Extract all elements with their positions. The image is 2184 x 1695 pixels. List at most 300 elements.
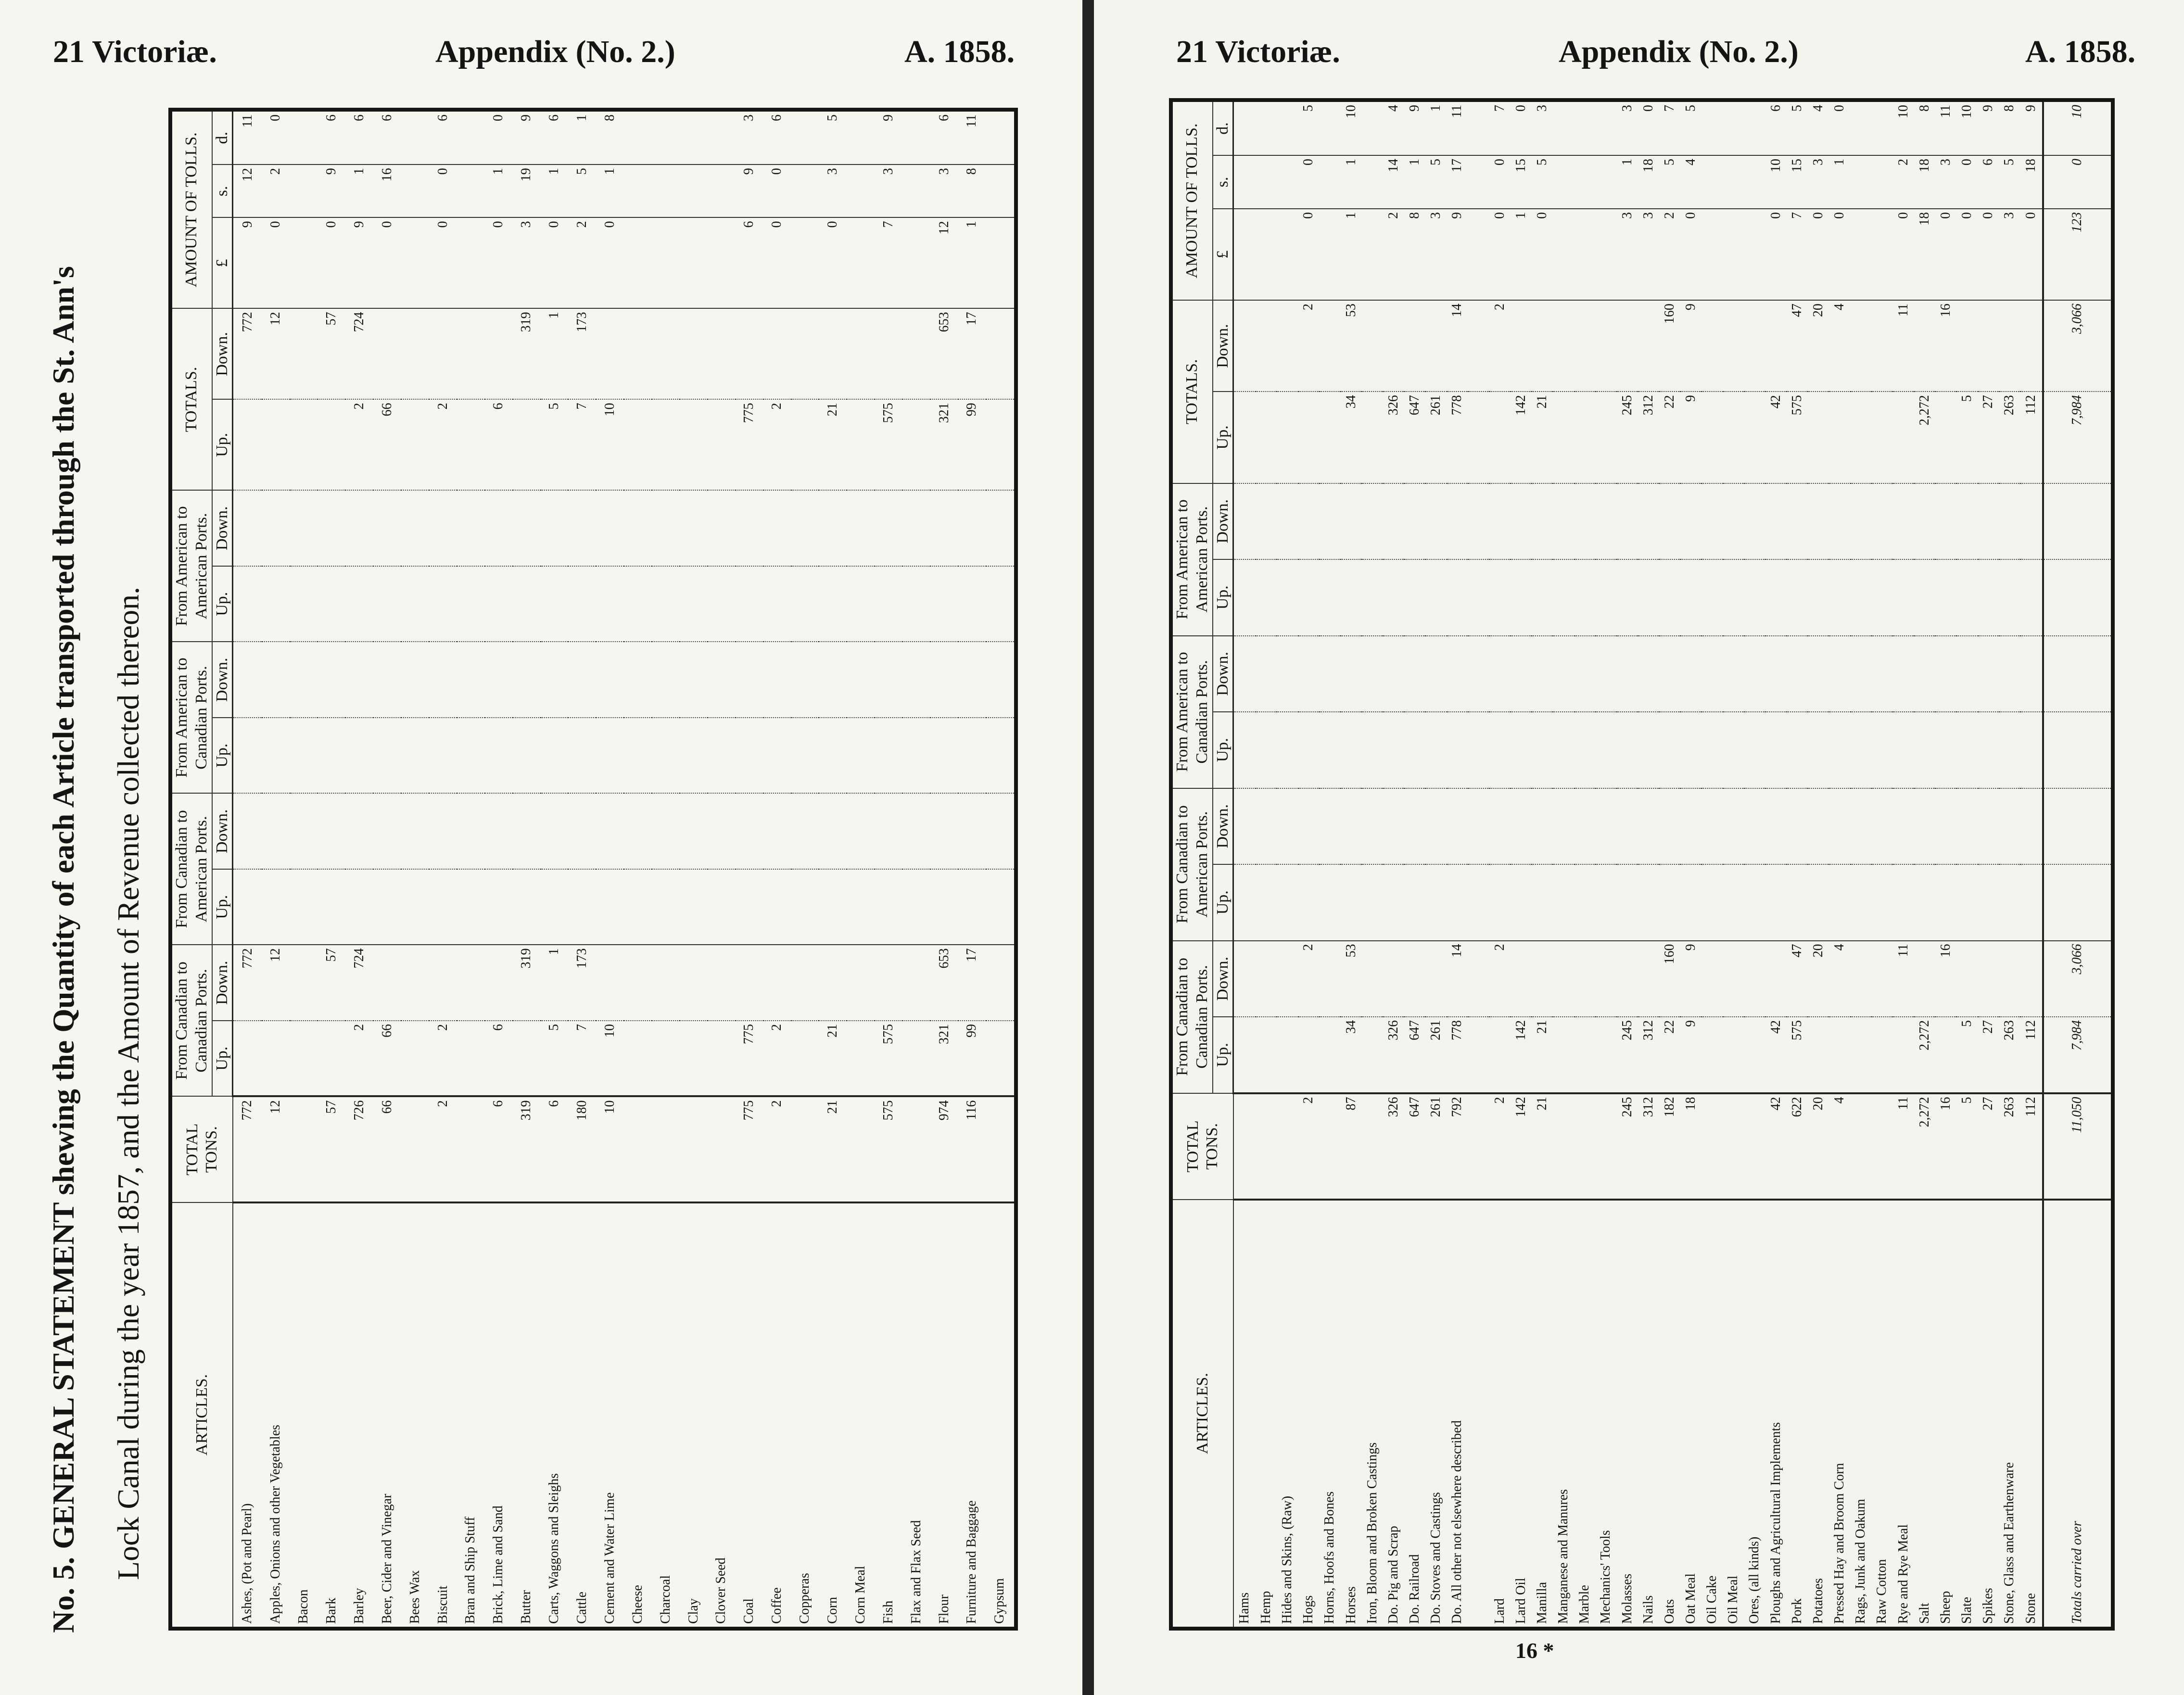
tolls-shillings bbox=[457, 164, 485, 217]
ca-down bbox=[1851, 788, 1872, 865]
cc-down bbox=[1596, 941, 1617, 1017]
ca-down bbox=[1808, 788, 1829, 865]
article-name: Biscuit bbox=[429, 1202, 457, 1627]
aa-down bbox=[1851, 483, 1872, 560]
cc-up: 21 bbox=[1532, 1017, 1553, 1093]
tolls-pence: 10 bbox=[2043, 102, 2111, 155]
ca-up bbox=[1701, 864, 1723, 941]
totals-down bbox=[1362, 300, 1383, 392]
total-tons bbox=[847, 1097, 875, 1203]
cc-up: 647 bbox=[1404, 1017, 1425, 1093]
aa-up bbox=[763, 566, 791, 642]
cc-up bbox=[1893, 1017, 1914, 1093]
cc-down bbox=[485, 945, 513, 1021]
tolls-pounds: 0 bbox=[262, 218, 290, 309]
ca-down bbox=[373, 794, 401, 870]
aa-up bbox=[1872, 559, 1893, 636]
aa-up bbox=[345, 566, 373, 642]
totals-down bbox=[1617, 300, 1638, 392]
tolls-pounds: 8 bbox=[1404, 209, 1425, 300]
totals-up bbox=[457, 400, 485, 491]
tolls-pence: 6 bbox=[1768, 105, 1783, 112]
totals-down: 20 bbox=[1808, 300, 1829, 392]
table-row bbox=[1956, 102, 1978, 1627]
aa-down bbox=[875, 491, 902, 567]
ac-down bbox=[1404, 636, 1425, 712]
ac-up bbox=[958, 718, 986, 794]
article-name: Coal bbox=[736, 1202, 763, 1627]
totals-down: 319 bbox=[513, 309, 541, 400]
total-tons bbox=[1872, 1093, 1893, 1200]
ac-up bbox=[541, 718, 569, 794]
cc-up: 5 bbox=[541, 1021, 569, 1097]
aa-up bbox=[1999, 559, 2020, 636]
ca-up bbox=[1914, 864, 1935, 941]
totals-up: 66 bbox=[373, 400, 401, 491]
totals-up bbox=[317, 400, 345, 491]
aa-up bbox=[847, 566, 875, 642]
tolls-shillings bbox=[290, 164, 318, 217]
totals-down bbox=[596, 309, 624, 400]
aa-up bbox=[541, 566, 569, 642]
ca-down bbox=[2043, 788, 2111, 865]
totals-up bbox=[1872, 392, 1893, 483]
ac-down bbox=[986, 642, 1014, 718]
aa-down bbox=[1978, 483, 1999, 560]
tolls-pounds: 0 bbox=[1978, 209, 1999, 300]
article-name: Ores, (all kinds) bbox=[1744, 1200, 1765, 1627]
cc-down bbox=[1532, 941, 1553, 1017]
tolls-pence: 11 bbox=[964, 114, 979, 127]
tolls-shillings bbox=[1277, 155, 1298, 209]
aa-down bbox=[1341, 483, 1362, 560]
table-row bbox=[986, 112, 1014, 1627]
ca-down bbox=[1256, 788, 1277, 865]
article-name: Do. All other not elsewhere described bbox=[1447, 1200, 1468, 1627]
totals-up: 112 bbox=[2020, 392, 2043, 483]
ca-up bbox=[485, 869, 513, 945]
tolls-pounds: 1 bbox=[1511, 209, 1532, 300]
article-name: Iron, Bloom and Broken Castings bbox=[1362, 1200, 1383, 1627]
total-tons bbox=[401, 1097, 429, 1203]
header-articles: ARTICLES. bbox=[172, 1202, 233, 1627]
tolls-pence: 0 bbox=[1640, 105, 1656, 112]
aa-up bbox=[1233, 559, 1256, 636]
table-row bbox=[1489, 102, 1511, 1627]
aa-down bbox=[2020, 483, 2043, 560]
cc-down bbox=[1956, 941, 1978, 1017]
ac-down bbox=[1532, 636, 1553, 712]
ca-down bbox=[1829, 788, 1850, 865]
aa-up bbox=[457, 566, 485, 642]
cc-up: 575 bbox=[1787, 1017, 1808, 1093]
cc-up bbox=[1468, 1017, 1489, 1093]
ac-down bbox=[1765, 636, 1787, 712]
tolls-pence: 9 bbox=[519, 114, 534, 121]
aa-down bbox=[986, 491, 1014, 567]
ca-up bbox=[819, 869, 847, 945]
ca-down bbox=[1638, 788, 1659, 865]
ac-up bbox=[429, 718, 457, 794]
cc-down bbox=[596, 945, 624, 1021]
aa-up bbox=[1659, 559, 1680, 636]
totals-up: 245 bbox=[1617, 392, 1638, 483]
ac-up bbox=[1617, 712, 1638, 788]
aa-up bbox=[1425, 559, 1447, 636]
aa-down bbox=[1723, 483, 1744, 560]
article-name: Do. Railroad bbox=[1404, 1200, 1425, 1627]
ac-down bbox=[513, 642, 541, 718]
table-row bbox=[541, 112, 569, 1627]
ac-up bbox=[1744, 712, 1765, 788]
cc-down bbox=[1851, 941, 1872, 1017]
total-tons bbox=[1701, 1093, 1723, 1200]
table-row bbox=[930, 112, 958, 1627]
header-down: Down. bbox=[212, 642, 233, 718]
tolls-pence bbox=[1468, 102, 1489, 155]
article-name: Hogs bbox=[1298, 1200, 1320, 1627]
ac-up bbox=[373, 718, 401, 794]
ac-up bbox=[1575, 712, 1596, 788]
tolls-pounds bbox=[1320, 209, 1341, 300]
tolls-shillings: 0 bbox=[1956, 155, 1978, 209]
cc-down bbox=[1553, 941, 1574, 1017]
aa-up bbox=[1680, 559, 1701, 636]
aa-down bbox=[401, 491, 429, 567]
totals-down: 57 bbox=[317, 309, 345, 400]
tolls-pence: 8 bbox=[2002, 105, 2017, 112]
tolls-shillings: 15 bbox=[1787, 155, 1808, 209]
cc-up: 112 bbox=[2020, 1017, 2043, 1093]
article-name: Charcoal bbox=[652, 1202, 680, 1627]
totals-down bbox=[1511, 300, 1532, 392]
ac-up bbox=[1596, 712, 1617, 788]
tolls-pence bbox=[457, 112, 485, 164]
table-row bbox=[1298, 102, 1320, 1627]
ca-up bbox=[1553, 864, 1574, 941]
table-row bbox=[1680, 102, 1701, 1627]
ca-down bbox=[290, 794, 318, 870]
cc-down bbox=[1511, 941, 1532, 1017]
header-totals: TOTALS. bbox=[172, 309, 212, 491]
ca-down bbox=[680, 794, 708, 870]
totals-down bbox=[1277, 300, 1298, 392]
table-row bbox=[429, 112, 457, 1627]
tolls-shillings: 1 bbox=[1617, 155, 1638, 209]
cc-down bbox=[819, 945, 847, 1021]
ca-down bbox=[596, 794, 624, 870]
header-up: Up. bbox=[1213, 864, 1233, 941]
running-head-right: A. 1858. bbox=[2025, 34, 2136, 69]
ca-up bbox=[1277, 864, 1298, 941]
tolls-pence: 9 bbox=[2023, 105, 2038, 112]
cc-up: 2 bbox=[429, 1021, 457, 1097]
running-head-right: A. 1858. bbox=[904, 34, 1015, 69]
cc-up bbox=[1701, 1017, 1723, 1093]
tolls-pence bbox=[1701, 102, 1723, 155]
running-head-center: Appendix (No. 2.) bbox=[435, 34, 675, 69]
cc-up: 2 bbox=[345, 1021, 373, 1097]
article-name: Fish bbox=[875, 1202, 902, 1627]
table-row bbox=[1723, 102, 1744, 1627]
totals-down: 14 bbox=[1447, 300, 1468, 392]
tolls-pence: 11 bbox=[1449, 105, 1465, 118]
tolls-pounds: 0 bbox=[1893, 209, 1914, 300]
ac-down bbox=[1575, 636, 1596, 712]
aa-down bbox=[373, 491, 401, 567]
cc-up: 2,272 bbox=[1914, 1017, 1935, 1093]
cc-down bbox=[1765, 941, 1787, 1017]
cc-up: 42 bbox=[1765, 1017, 1787, 1093]
totals-up: 263 bbox=[1999, 392, 2020, 483]
left-ledger-frame bbox=[168, 108, 1018, 1631]
table-row bbox=[1447, 102, 1468, 1627]
totals-down bbox=[791, 309, 819, 400]
aa-up bbox=[1701, 559, 1723, 636]
ac-down bbox=[1701, 636, 1723, 712]
tolls-pounds: 0 bbox=[429, 218, 457, 309]
article-name: Spikes bbox=[1978, 1200, 1999, 1627]
cc-down bbox=[429, 945, 457, 1021]
header-pence: d. bbox=[212, 112, 233, 164]
aa-up bbox=[1489, 559, 1511, 636]
totals-down bbox=[736, 309, 763, 400]
table-row bbox=[233, 112, 262, 1627]
article-name: Molasses bbox=[1617, 1200, 1638, 1627]
tolls-pounds: 0 bbox=[1532, 209, 1553, 300]
cc-up bbox=[1256, 1017, 1277, 1093]
aa-down bbox=[680, 491, 708, 567]
header-up: Up. bbox=[1213, 1017, 1233, 1093]
ac-down bbox=[1617, 636, 1638, 712]
totals-up: 2 bbox=[763, 400, 791, 491]
total-tons bbox=[1596, 1093, 1617, 1200]
ca-up bbox=[568, 869, 596, 945]
aa-down bbox=[819, 491, 847, 567]
tolls-pounds bbox=[1744, 209, 1765, 300]
header-american-to-american: From American to American Ports. bbox=[172, 491, 212, 642]
ca-up bbox=[680, 869, 708, 945]
tolls-pence: 0 bbox=[268, 114, 283, 121]
table-row bbox=[596, 112, 624, 1627]
ca-up bbox=[791, 869, 819, 945]
ca-up bbox=[1256, 864, 1277, 941]
tolls-pence bbox=[902, 112, 930, 164]
total-tons: 10 bbox=[596, 1097, 624, 1203]
right-ledger-table bbox=[1173, 102, 2111, 1627]
ac-down bbox=[1723, 636, 1744, 712]
table-row bbox=[624, 112, 652, 1627]
ac-up bbox=[736, 718, 763, 794]
ca-down bbox=[1680, 788, 1701, 865]
ca-down bbox=[791, 794, 819, 870]
ca-down bbox=[1362, 788, 1383, 865]
tolls-pence: 5 bbox=[825, 114, 840, 121]
ac-down bbox=[1468, 636, 1489, 712]
ac-down bbox=[457, 642, 485, 718]
tolls-pence: 7 bbox=[1662, 105, 1677, 112]
totals-up: 575 bbox=[875, 400, 902, 491]
tolls-shillings: 3 bbox=[819, 164, 847, 217]
ca-up bbox=[541, 869, 569, 945]
header-amount-of-tolls: AMOUNT OF TOLLS. bbox=[1173, 102, 1213, 300]
cc-up bbox=[1233, 1017, 1256, 1093]
totals-down bbox=[652, 309, 680, 400]
table-row bbox=[1511, 102, 1532, 1627]
cc-down bbox=[457, 945, 485, 1021]
totals-up: 6 bbox=[485, 400, 513, 491]
totals-up bbox=[1829, 392, 1850, 483]
table-row bbox=[1575, 102, 1596, 1627]
tolls-pence: 0 bbox=[1513, 105, 1528, 112]
aa-down bbox=[1256, 483, 1277, 560]
header-totals: TOTALS. bbox=[1173, 300, 1213, 483]
cc-down: 319 bbox=[513, 945, 541, 1021]
tolls-pence bbox=[1851, 102, 1872, 155]
ca-up bbox=[1935, 864, 1956, 941]
ac-down bbox=[791, 642, 819, 718]
ac-down bbox=[1956, 636, 1978, 712]
cc-down bbox=[624, 945, 652, 1021]
aa-up bbox=[875, 566, 902, 642]
totals-up bbox=[708, 400, 736, 491]
aa-down bbox=[233, 491, 262, 567]
tolls-shillings: 1 bbox=[345, 164, 373, 217]
article-name: Coffee bbox=[763, 1202, 791, 1627]
tolls-shillings bbox=[1596, 155, 1617, 209]
totals-up: 10 bbox=[596, 400, 624, 491]
tolls-pounds: 6 bbox=[736, 218, 763, 309]
aa-down bbox=[290, 491, 318, 567]
ac-up bbox=[791, 718, 819, 794]
ca-up bbox=[1575, 864, 1596, 941]
running-head-center: Appendix (No. 2.) bbox=[1559, 34, 1799, 69]
tolls-shillings: 5 bbox=[1999, 155, 2020, 209]
ac-down bbox=[847, 642, 875, 718]
article-name: Manganese and Manures bbox=[1553, 1200, 1574, 1627]
cc-up: 22 bbox=[1659, 1017, 1680, 1093]
ac-down bbox=[541, 642, 569, 718]
tolls-shillings: 0 bbox=[2043, 155, 2111, 209]
totals-up: 21 bbox=[819, 400, 847, 491]
total-tons bbox=[1468, 1093, 1489, 1200]
cc-down bbox=[763, 945, 791, 1021]
total-tons: 6 bbox=[541, 1097, 569, 1203]
table-row bbox=[902, 112, 930, 1627]
aa-down bbox=[317, 491, 345, 567]
totals-up bbox=[1256, 392, 1277, 483]
cc-down bbox=[1638, 941, 1659, 1017]
total-tons: 974 bbox=[930, 1097, 958, 1203]
cc-down bbox=[290, 945, 318, 1021]
tolls-pence bbox=[1575, 102, 1596, 155]
total-tons: 66 bbox=[373, 1097, 401, 1203]
totals-up: 7 bbox=[568, 400, 596, 491]
article-name: Apples, Onions and other Vegetables bbox=[262, 1202, 290, 1627]
tolls-pounds: 7 bbox=[875, 218, 902, 309]
cc-up: 21 bbox=[819, 1021, 847, 1097]
ca-down bbox=[1233, 788, 1256, 865]
table-row bbox=[345, 112, 373, 1627]
tolls-pence: 6 bbox=[323, 114, 339, 121]
ca-up bbox=[1298, 864, 1320, 941]
article-name: Rye and Rye Meal bbox=[1893, 1200, 1914, 1627]
aa-up bbox=[1532, 559, 1553, 636]
ca-down bbox=[1511, 788, 1532, 865]
tolls-pence bbox=[290, 112, 318, 164]
cc-down: 3,066 bbox=[2043, 941, 2111, 1017]
ac-down bbox=[1383, 636, 1404, 712]
aa-down bbox=[1680, 483, 1701, 560]
ac-up bbox=[1638, 712, 1659, 788]
ca-down bbox=[1320, 788, 1341, 865]
total-tons: 12 bbox=[262, 1097, 290, 1203]
table-row bbox=[1999, 102, 2020, 1627]
tolls-shillings bbox=[652, 164, 680, 217]
tolls-shillings bbox=[624, 164, 652, 217]
tolls-shillings: 0 bbox=[1489, 155, 1511, 209]
aa-up bbox=[485, 566, 513, 642]
tolls-pence: 5 bbox=[1789, 105, 1804, 112]
aa-up bbox=[1787, 559, 1808, 636]
tolls-pence: 10 bbox=[1959, 105, 1975, 118]
cc-down bbox=[1723, 941, 1744, 1017]
article-name: Lard bbox=[1489, 1200, 1511, 1627]
ca-up bbox=[1596, 864, 1617, 941]
ca-up bbox=[1893, 864, 1914, 941]
cc-down: 173 bbox=[568, 945, 596, 1021]
table-row bbox=[1383, 102, 1404, 1627]
aa-up bbox=[317, 566, 345, 642]
tolls-pence: 6 bbox=[435, 114, 450, 121]
cc-down bbox=[680, 945, 708, 1021]
table-row bbox=[1808, 102, 1829, 1627]
article-name: Manilla bbox=[1532, 1200, 1553, 1627]
ac-down bbox=[736, 642, 763, 718]
cc-up bbox=[317, 1021, 345, 1097]
cc-down bbox=[986, 945, 1014, 1021]
ac-down bbox=[1935, 636, 1956, 712]
cc-down: 57 bbox=[317, 945, 345, 1021]
article-name: Corn bbox=[819, 1202, 847, 1627]
tolls-pounds: 3 bbox=[1638, 209, 1659, 300]
total-tons bbox=[457, 1097, 485, 1203]
header-up: Up. bbox=[1213, 712, 1233, 788]
cc-down: 4 bbox=[1829, 941, 1850, 1017]
cc-down bbox=[373, 945, 401, 1021]
ac-down bbox=[875, 642, 902, 718]
cc-up: 99 bbox=[958, 1021, 986, 1097]
aa-up bbox=[986, 566, 1014, 642]
header-pounds: £ bbox=[212, 218, 233, 309]
tolls-pence bbox=[652, 112, 680, 164]
table-row bbox=[958, 112, 986, 1627]
tolls-shillings: 1 bbox=[596, 164, 624, 217]
totals-down: 2 bbox=[1298, 300, 1320, 392]
ca-up bbox=[1744, 864, 1765, 941]
totals-up: 5 bbox=[1956, 392, 1978, 483]
ac-up bbox=[513, 718, 541, 794]
tolls-pounds: 3 bbox=[1425, 209, 1447, 300]
aa-down bbox=[930, 491, 958, 567]
ca-up bbox=[317, 869, 345, 945]
ca-up bbox=[1659, 864, 1680, 941]
tolls-shillings: 9 bbox=[317, 164, 345, 217]
article-name: Oat Meal bbox=[1680, 1200, 1701, 1627]
tolls-shillings bbox=[708, 164, 736, 217]
ca-down bbox=[1298, 788, 1320, 865]
ca-up bbox=[1532, 864, 1553, 941]
